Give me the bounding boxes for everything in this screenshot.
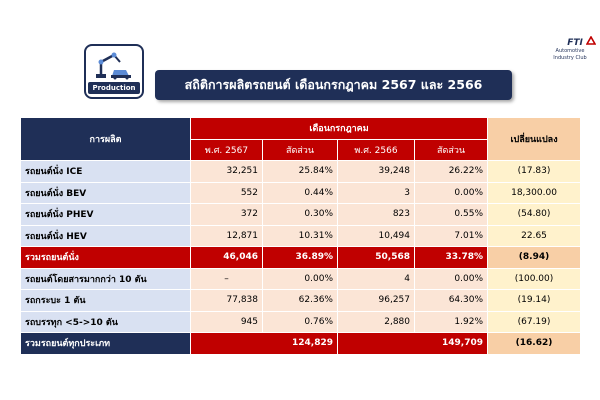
cell-v2566: 2,880 [338,311,415,333]
total-v2566: 149,709 [338,333,488,355]
cell-p2566: 0.00% [415,268,488,290]
table-row [21,268,581,290]
cell-v2567: 32,251 [191,161,263,183]
production-label: Production [88,82,140,94]
header-row-1 [21,118,581,140]
logo-line2: Industry Club [553,55,587,61]
cell-v2567: 945 [191,311,263,333]
subheader-2567: พ.ศ. 2567 [191,139,263,161]
cell-v2567: 372 [191,204,263,226]
subheader-share-2566: สัดส่วน [415,139,488,161]
cell-p2567: 0.00% [263,268,338,290]
page-title: สถิติการผลิตรถยนต์ เดือนกรกฎาคม 2567 และ 2566 [155,70,512,100]
cell-p2567: 10.31% [263,225,338,247]
cell-v2566: 4 [338,268,415,290]
fti-logo-mark [544,36,596,48]
subtotal-v2567: 46,046 [191,247,263,269]
table-row [21,225,581,247]
header-change: เปลี่ยนแปลง [488,118,581,161]
total-change: (16.62) [488,333,581,355]
production-badge [84,44,144,99]
cell-p2567: 0.30% [263,204,338,226]
row-category: รถยนต์นั่ง HEV [21,225,191,247]
cell-v2566: 823 [338,204,415,226]
table-row [21,290,581,312]
total-row [21,333,581,355]
table-row [21,182,581,204]
cell-p2566: 64.30% [415,290,488,312]
cell-change: (54.80) [488,204,581,226]
cell-p2566: 1.92% [415,311,488,333]
cell-p2566: 0.00% [415,182,488,204]
table-row [21,204,581,226]
triangle-logo-icon [586,36,596,45]
cell-p2567: 0.44% [263,182,338,204]
cell-change: (100.00) [488,268,581,290]
subtotal-v2566: 50,568 [338,247,415,269]
production-stats-table [20,117,581,355]
fti-brand: FTI [567,38,583,48]
subheader-2566: พ.ศ. 2566 [338,139,415,161]
cell-change: 18,300.00 [488,182,581,204]
row-category: รถยนต์โดยสารมากกว่า 10 ตัน [21,268,191,290]
cell-v2567: 12,871 [191,225,263,247]
subtotal-p2566: 33.78% [415,247,488,269]
cell-p2566: 0.55% [415,204,488,226]
row-category: รถยนต์นั่ง ICE [21,161,191,183]
row-category: รถยนต์นั่ง PHEV [21,204,191,226]
total-category: รวมรถยนต์ทุกประเภท [21,333,191,355]
total-v2567: 124,829 [191,333,338,355]
table-row [21,311,581,333]
cell-change: 22.65 [488,225,581,247]
table-row [21,161,581,183]
header-month: เดือนกรกฎาคม [191,118,488,140]
robot-arm-car-icon [92,50,136,80]
cell-p2567: 62.36% [263,290,338,312]
cell-v2566: 10,494 [338,225,415,247]
logo-line1: Automotive [555,48,585,54]
subtotal-row [21,247,581,269]
cell-change: (19.14) [488,290,581,312]
cell-p2567: 25.84% [263,161,338,183]
fti-logo [544,36,596,76]
subtotal-category: รวมรถยนต์นั่ง [21,247,191,269]
cell-v2567: 77,838 [191,290,263,312]
cell-v2566: 3 [338,182,415,204]
subtotal-change: (8.94) [488,247,581,269]
subheader-share-2567: สัดส่วน [263,139,338,161]
row-category: รถบรรทุก <5->10 ตัน [21,311,191,333]
cell-change: (67.19) [488,311,581,333]
cell-v2566: 39,248 [338,161,415,183]
cell-p2566: 7.01% [415,225,488,247]
header-production: การผลิต [21,118,191,161]
cell-v2566: 96,257 [338,290,415,312]
subtotal-p2567: 36.89% [263,247,338,269]
cell-p2567: 0.76% [263,311,338,333]
row-category: รถกระบะ 1 ตัน [21,290,191,312]
cell-change: (17.83) [488,161,581,183]
cell-v2567: 552 [191,182,263,204]
row-category: รถยนต์นั่ง BEV [21,182,191,204]
cell-p2566: 26.22% [415,161,488,183]
cell-v2567: – [191,268,263,290]
